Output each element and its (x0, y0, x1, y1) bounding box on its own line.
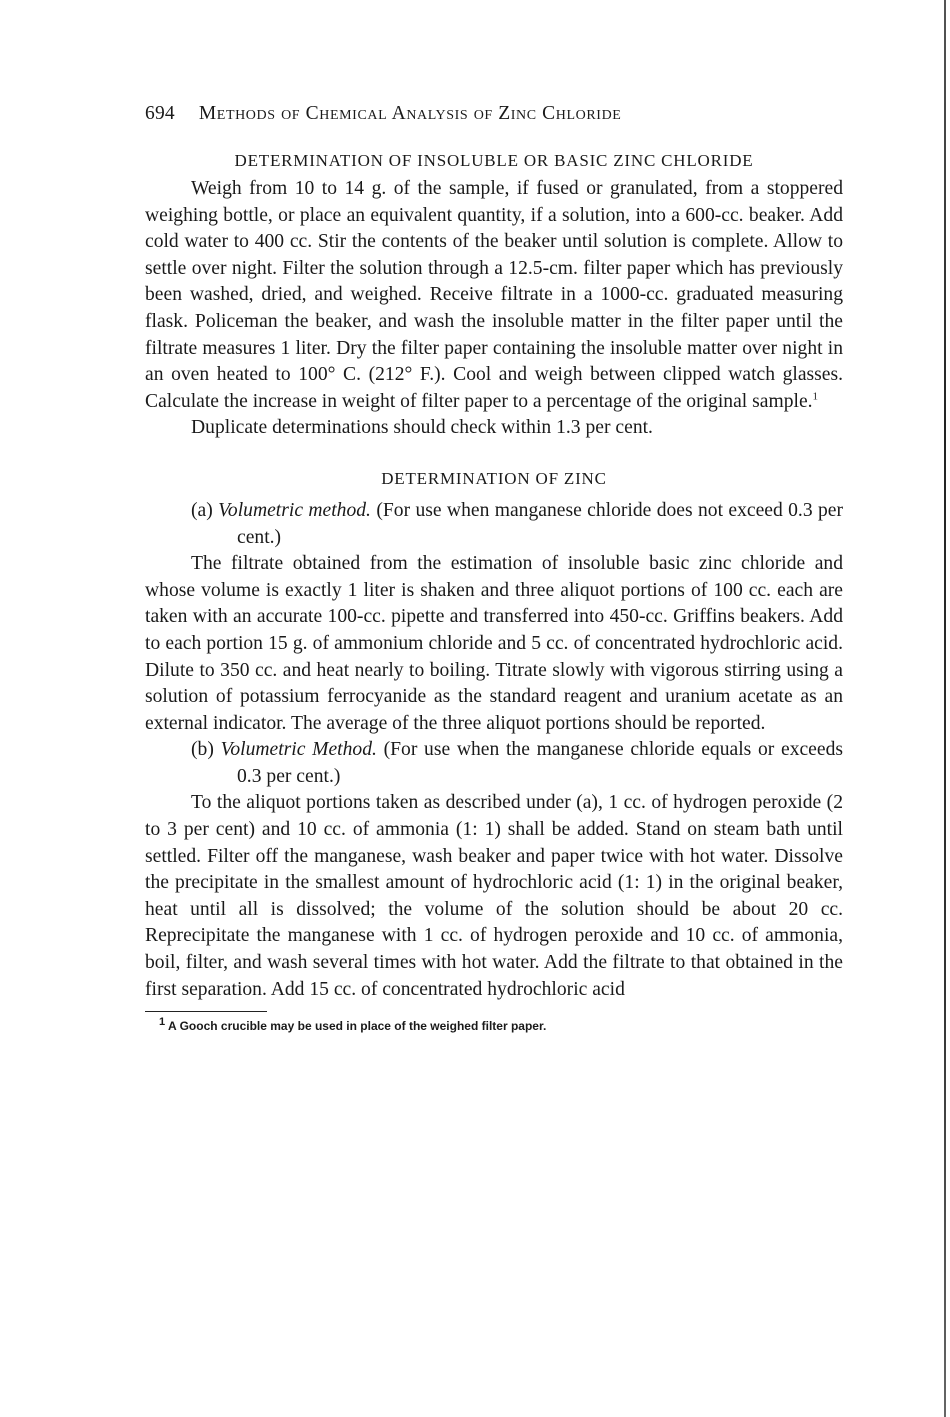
method-a-note: (For use when manganese chloride does not exceed 0.3 per cent.) (237, 499, 843, 548)
running-head (145, 100, 843, 128)
footnote-reference: 1 (812, 390, 819, 403)
footnote-marker: 1 (159, 1016, 166, 1029)
method-b-marker: (b) (191, 739, 214, 761)
footnote (145, 1018, 843, 1034)
footnote-separator (145, 1011, 267, 1012)
running-title: Methods of Chemical Analysis of Zinc Chloride (198, 103, 622, 124)
section-title-insoluble: DETERMINATION OF INSOLUBLE OR BASIC ZINC CHLORIDE (234, 151, 754, 170)
paragraph-text: Weigh from 10 to 14 g. of the sample, if fused or granulated, from a stoppered weighing bottle, or place an equivalent quantity, if a solution, into a 600-cc. beaker. Add cold water to 400 cc. Stir the contents of the beaker until solution is complete. Allow to settle over night. Filter the solution through a 12.5-cm. filter paper which has previously been washed, dried, and weighed. Receive filtrate in a 1000-cc. graduated measuring flask. Policeman the beaker, and wash the insoluble matter in the filter paper until the filtrate measures 1 liter. Dry the filter paper containing the insoluble matter over night in an oven heated to 100° C. (212° F.). Cool and weigh between clipped watch glasses. Calculate the increase in weight of filter paper to a percentage of the original sample. (145, 178, 843, 412)
method-b-note: (For use when the manganese chloride equals or exceeds 0.3 per cent.) (237, 739, 844, 787)
footnote-text: A Gooch crucible may be used in place of the weighed filter paper. (168, 1019, 547, 1034)
method-b-heading (145, 737, 843, 790)
paragraph-method-b: To the aliquot portions taken as described under (a), 1 cc. of hydrogen peroxide (2 to 3 per cent) and 10 cc. of ammonia (1: 1) shall be added. Stand on steam bath until settled. Filter off the manganese, wash beaker and paper twice with hot water. Dissolve the precipitate in the smallest amount of hydrochloric acid (1: 1) in the original beaker, heat until all is dissolved; the volume of the solution should be about 20 cc. Reprecipitate the manganese with 1 cc. of hydrogen peroxide and 10 cc. of ammonia, boil, filter, and wash several times with hot water. Add the filtrate to that obtained in the first separation. Add 15 cc. of concentrated hydrochloric acid (145, 792, 843, 1000)
method-a-marker: (a) (191, 499, 213, 521)
book-page (145, 100, 843, 1034)
method-a-heading (145, 498, 843, 551)
paragraph-insoluble-procedure (145, 176, 843, 415)
page-edge-line (944, 0, 946, 1417)
section-title-zinc: DETERMINATION OF ZINC (381, 468, 607, 488)
paragraph-duplicate-check: Duplicate determinations should check within 1.3 per cent. (191, 417, 653, 439)
page-number: 694 (145, 103, 175, 124)
paragraph-method-a: The filtrate obtained from the estimation of insoluble basic zinc chloride and whose volume is exactly 1 liter is shaken and three aliquot portions of 100 cc. each are taken with an accurate 100-cc. pipette and transferred into 450-cc. Griffins beakers. Add to each portion 15 g. of ammonium chloride and 5 cc. of concentrated hydrochloric acid. Dilute to 350 cc. and heat nearly to boiling. Titrate slowly with vigorous stirring using a solution of potassium ferrocyanide as the standard reagent and uranium acetate as an external indicator. The average of the three aliquot portions should be reported. (145, 553, 843, 734)
method-a-name: Volumetric method. (218, 499, 371, 521)
method-b-name: Volumetric Method. (220, 739, 377, 761)
